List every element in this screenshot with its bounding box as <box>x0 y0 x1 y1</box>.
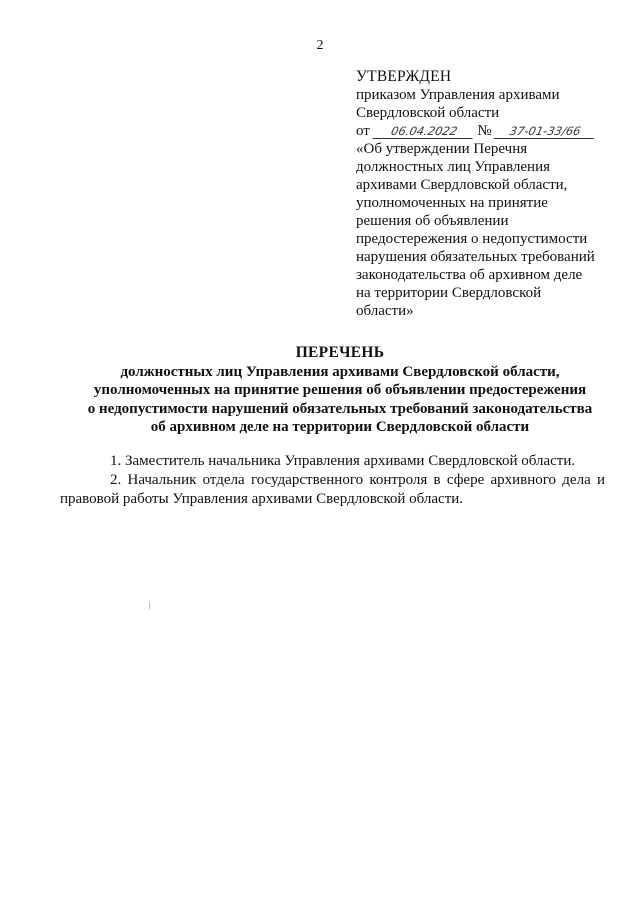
heading-title: ПЕРЕЧЕНЬ <box>295 344 385 361</box>
list-item: 2. Начальник отдела государственного контроля в сфере архивного дела и правовой работы Управления архивами Свердловской области. <box>60 472 605 507</box>
subject-line: законодательства об архивном деле <box>356 267 583 283</box>
document-heading <box>60 344 620 437</box>
page-number: 2 <box>316 38 324 53</box>
handwritten-date: 06.04.2022 <box>372 125 475 139</box>
approval-title: УТВЕРЖДЕН <box>356 68 452 85</box>
approval-stamp <box>356 68 606 320</box>
list-item: 1. Заместитель начальника Управления архивами Свердловской области. <box>110 453 576 469</box>
subject-line: на территории Свердловской <box>356 285 542 301</box>
subject-line: предостережения о недопустимости <box>356 231 588 247</box>
approval-region-line: Свердловской области <box>356 105 500 121</box>
heading-line: об архивном деле на территории Свердловской области <box>150 419 530 435</box>
subject-line: архивами Свердловской области, <box>356 177 568 193</box>
heading-line: о недопустимости нарушений обязательных требований законодательства <box>87 400 593 417</box>
approval-order-line: приказом Управления архивами <box>356 87 560 103</box>
handwritten-order-number: 37-01-33/66 <box>494 125 597 139</box>
subject-line: решения об объявлении <box>356 213 509 229</box>
subject-line: нарушения обязательных требований <box>356 249 595 265</box>
officials-list <box>60 452 605 509</box>
subject-line: должностных лиц Управления <box>356 159 551 175</box>
scan-speck <box>149 602 150 609</box>
number-prefix: № <box>477 123 492 139</box>
approval-date-row <box>356 122 606 140</box>
subject-line: уполномоченных на принятие <box>356 195 548 211</box>
heading-line: должностных лиц Управления архивами Свердловской области, <box>120 363 560 380</box>
date-prefix: от <box>356 123 370 139</box>
subject-line: области» <box>356 303 414 319</box>
subject-line: «Об утверждении Перечня <box>356 141 528 157</box>
heading-line: уполномоченных на принятие решения об объявлении предостережения <box>93 382 587 398</box>
